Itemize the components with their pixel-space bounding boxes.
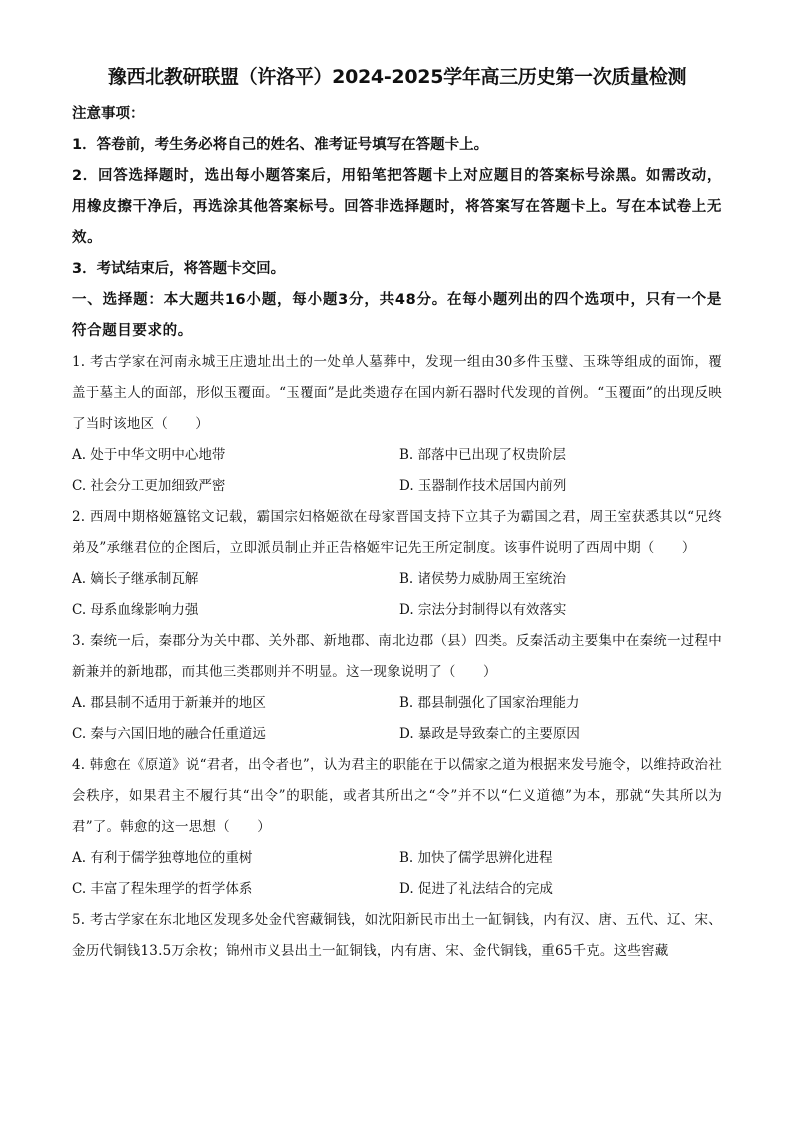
question-4-options: [72, 843, 722, 905]
question-1-option-b: B. 部落中已出现了权贵阶层: [399, 447, 567, 463]
notice-heading: 注意事项：: [72, 106, 145, 122]
question-3-options: [72, 688, 722, 750]
question-1-stem: 1. 考古学家在河南永城王庄遗址出土的一处单人墓葬中，发现一组由30多件玉璧、玉珠等组成的面饰，覆盖于墓主人的面部，形似玉覆面。“玉覆面”是此类遗存在国内新石器时代发现的首例。“玉覆面”的出现反映了当时该地区（ ）: [72, 354, 722, 432]
notice-item-2: 2．回答选择题时，选出每小题答案后，用铅笔把答题卡上对应题目的答案标号涂黑。如需改动，用橡皮擦干净后，再选涂其他答案标号。回答非选择题时，将答案写在答题卡上。写在本试卷上无效。: [72, 168, 722, 246]
question-2-option-c: C. 母系血缘影响力强: [72, 602, 199, 618]
question-1-options: [72, 440, 722, 502]
question-4-option-b: B. 加快了儒学思辨化进程: [399, 850, 553, 866]
page-title: 豫西北教研联盟（许洛平）2024-2025学年高三历史第一次质量检测: [107, 66, 687, 88]
question-2-option-d: D. 宗法分封制得以有效落实: [399, 602, 567, 618]
question-3-option-b: B. 郡县制强化了国家治理能力: [399, 695, 580, 711]
notice-item-1: 1．答卷前，考生务必将自己的姓名、准考证号填写在答题卡上。: [72, 137, 489, 153]
notice-item-3: 3．考试结束后，将答题卡交回。: [72, 261, 286, 277]
question-4-option-c: C. 丰富了程朱理学的哲学体系: [72, 881, 253, 897]
question-3-option-a: A. 郡县制不适用于新兼并的地区: [72, 695, 266, 711]
question-1-option-c: C. 社会分工更加细致严密: [72, 478, 226, 494]
question-2-options: [72, 564, 722, 626]
question-4-option-a: A. 有利于儒学独尊地位的重树: [72, 850, 253, 866]
question-3-stem: 3. 秦统一后，秦郡分为关中郡、关外郡、新地郡、南北边郡（县）四类。反秦活动主要集中在秦统一过程中新兼并的新地郡，而其他三类郡则并不明显。这一现象说明了（ ）: [72, 633, 722, 680]
question-2-option-a: A. 嫡长子继承制瓦解: [72, 571, 199, 587]
question-2-option-b: B. 诸侯势力威胁周王室统治: [399, 571, 567, 587]
question-3-option-d: D. 暴政是导致秦亡的主要原因: [399, 726, 580, 742]
question-5-stem: 5. 考古学家在东北地区发现多处金代窖藏铜钱，如沈阳新民市出土一缸铜钱，内有汉、唐、五代、辽、宋、金历代铜钱13.5万余枚；锦州市义县出土一缸铜钱，内有唐、宋、金代铜钱，重65千克。这些窖藏: [72, 912, 722, 959]
question-4-stem: 4. 韩愈在《原道》说“君者，出令者也”，认为君主的职能在于以儒家之道为根据来发号施令，以维持政治社会秩序，如果君主不履行其“出令”的职能，或者其所出之“令”并不以“仁义道德”为本，那就“失其所以为君”了。韩愈的这一思想（ ）: [72, 757, 722, 835]
question-1-option-d: D. 玉器制作技术居国内前列: [399, 478, 567, 494]
question-1-option-a: A. 处于中华文明中心地带: [72, 447, 226, 463]
section-heading: 一、选择题：本大题共16小题，每小题3分，共48分。在每小题列出的四个选项中，只有一个是符合题目要求的。: [72, 292, 722, 339]
question-2-stem: 2. 西周中期格姬簋铭文记载，霸国宗妇格姬欲在母家晋国支持下立其子为霸国之君，周王室获悉其以“兄终弟及”承继君位的企图后，立即派员制止并正告格姬牢记先王所定制度。该事件说明了西周中期（ ）: [72, 509, 722, 556]
exam-page: [72, 62, 722, 967]
question-4-option-d: D. 促进了礼法结合的完成: [399, 881, 553, 897]
question-3-option-c: C. 秦与六国旧地的融合任重道远: [72, 726, 266, 742]
